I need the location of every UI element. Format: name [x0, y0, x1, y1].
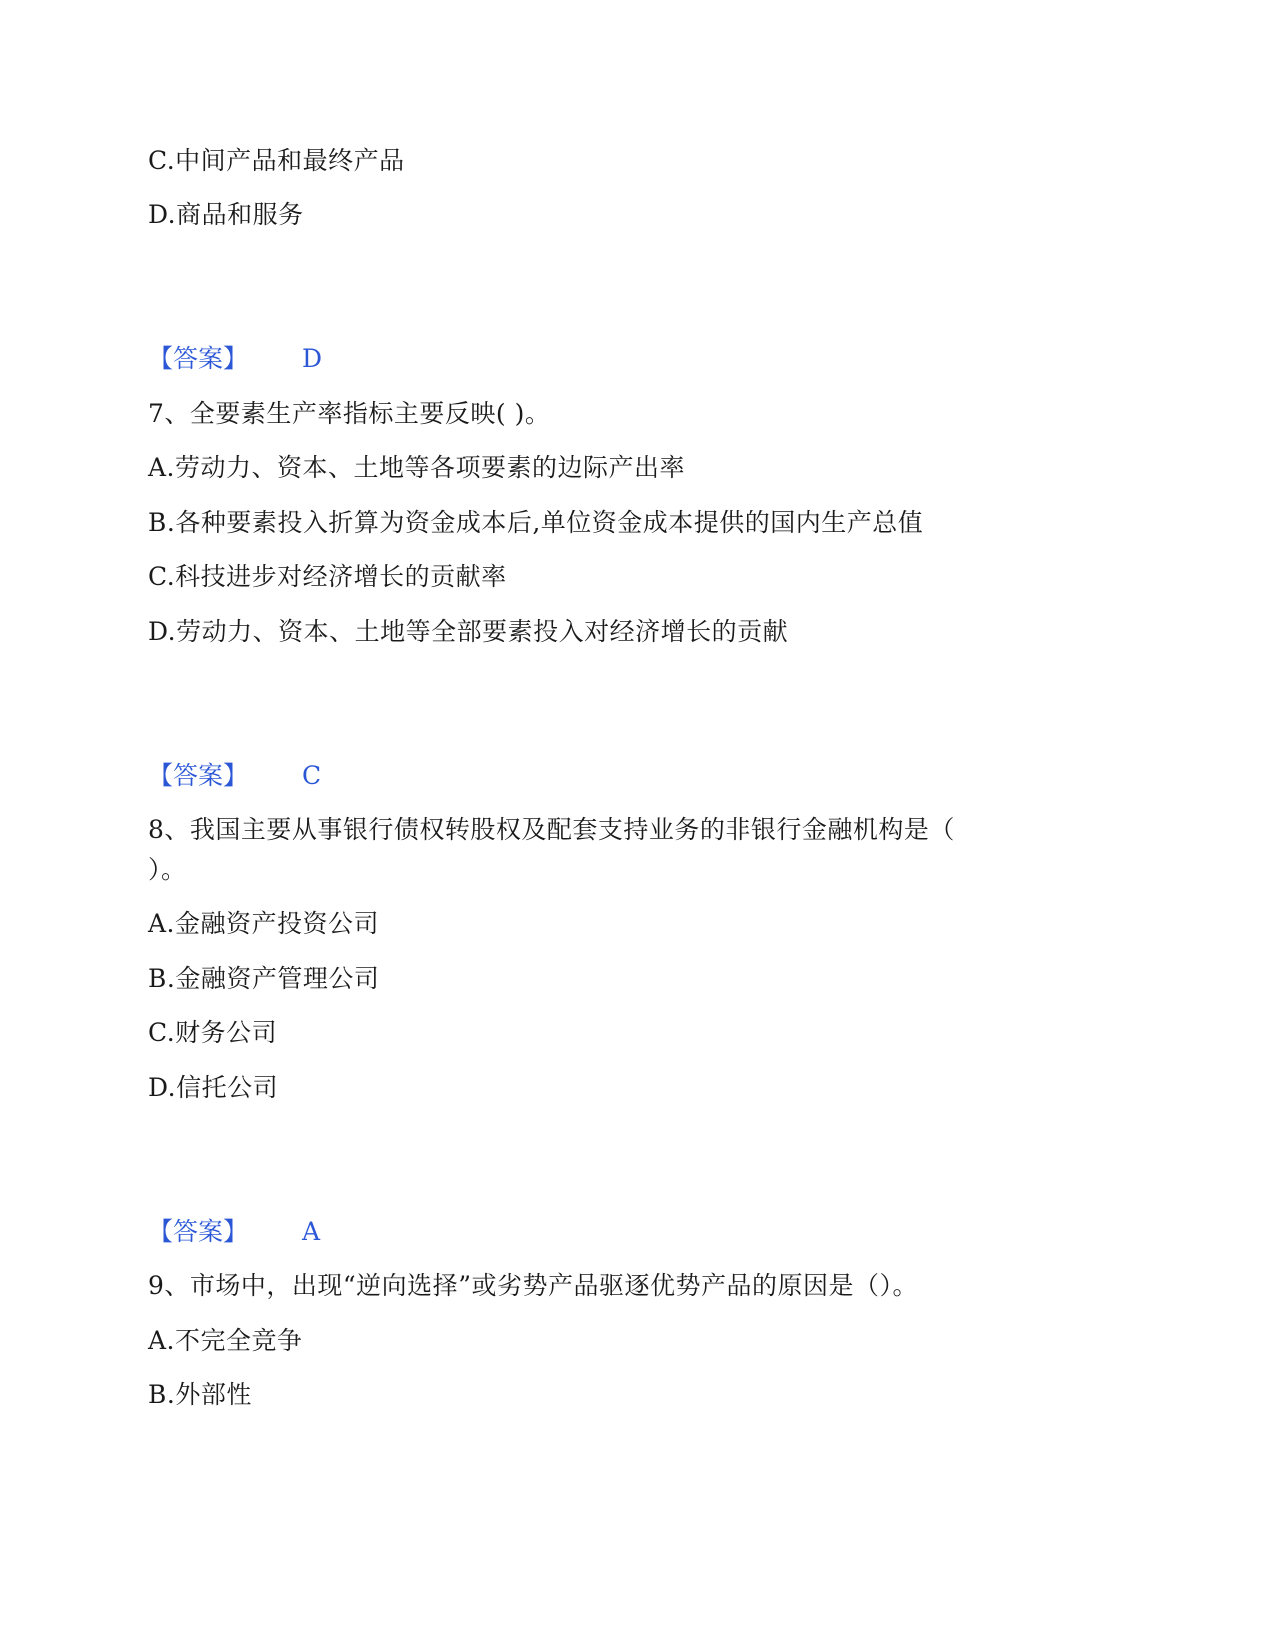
answer-label: 【答案】 — [148, 1217, 249, 1246]
answer-label: 【答案】 — [148, 761, 249, 790]
q7-answer — [148, 759, 321, 793]
q8-stem-line1: 8、我国主要从事银行债权转股权及配套支持业务的非银行金融机构是（ — [148, 815, 955, 844]
q7-option-a: A.劳动力、资本、土地等各项要素的边际产出率 — [148, 453, 686, 482]
answer-label: 【答案】 — [148, 344, 249, 373]
q8-option-c: C.财务公司 — [148, 1018, 278, 1047]
q8-answer — [148, 1215, 320, 1249]
q7-option-b: B.各种要素投入折算为资金成本后,单位资金成本提供的国内生产总值 — [148, 508, 924, 537]
q7-stem: 7、全要素生产率指标主要反映( )。 — [148, 399, 551, 428]
q9-option-a: A.不完全竞争 — [148, 1326, 303, 1355]
answer-value: D — [302, 344, 323, 373]
prev-option-d: D.商品和服务 — [148, 200, 304, 229]
q7-option-d: D.劳动力、资本、土地等全部要素投入对经济增长的贡献 — [148, 617, 789, 646]
q8-option-d: D.信托公司 — [148, 1073, 279, 1102]
q8-option-a: A.金融资产投资公司 — [148, 909, 380, 938]
q8-stem-line2: ）。 — [148, 855, 187, 884]
answer-value: C — [302, 761, 322, 790]
answer-value: A — [302, 1217, 321, 1246]
q9-stem: 9、市场中，出现“逆向选择”或劣势产品驱逐优势产品的原因是（）。 — [148, 1271, 918, 1300]
q8-option-b: B.金融资产管理公司 — [148, 964, 380, 993]
q7-option-c: C.科技进步对经济增长的贡献率 — [148, 562, 507, 591]
prev-option-c: C.中间产品和最终产品 — [148, 146, 405, 175]
q9-option-b: B.外部性 — [148, 1380, 252, 1409]
prev-answer — [148, 342, 322, 376]
